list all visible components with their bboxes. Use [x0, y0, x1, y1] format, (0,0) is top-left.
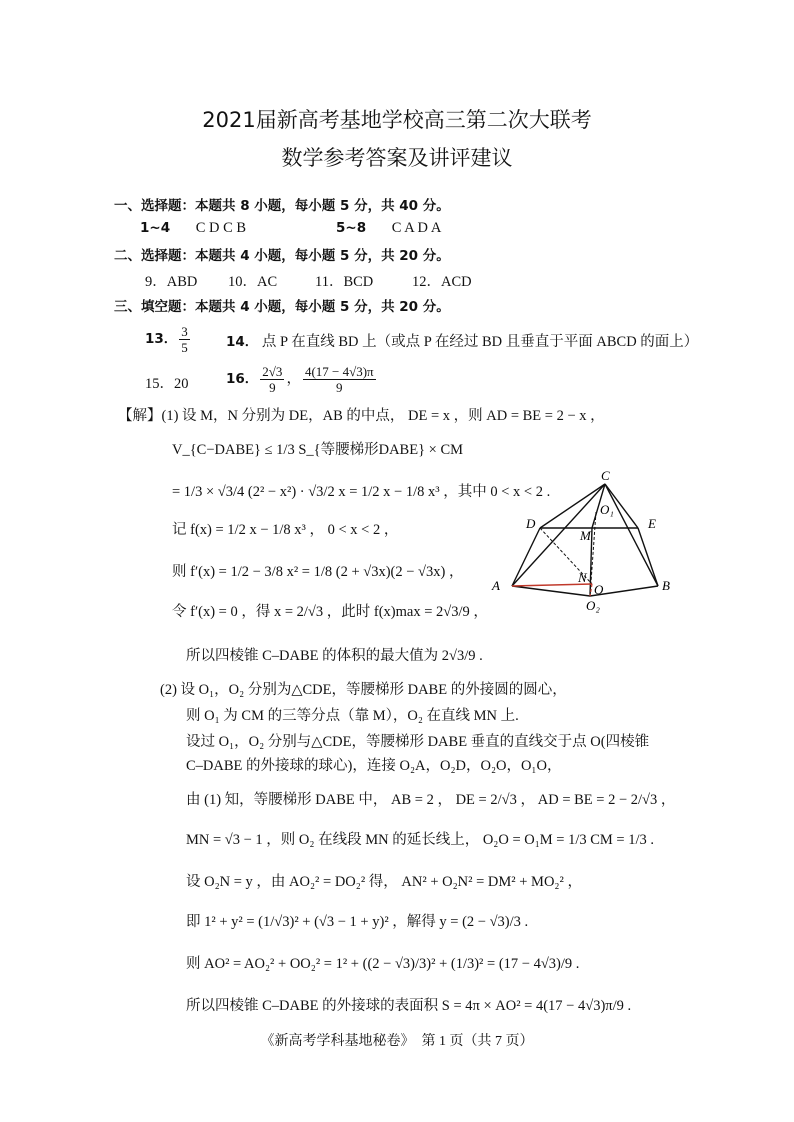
- solution-part2-line-6: MN = √3 − 1 ，则 O₂ 在线段 MN 的延长线上， O₂O = O₁M = 1/3 CM = 1/3 .: [186, 832, 655, 848]
- solution-line-3: 记 f(x) = 1/2 x − 1/8 x³ ， 0 < x < 2 ，: [172, 522, 399, 538]
- figure-label-o2: O₂: [586, 598, 600, 613]
- answer-value: C A D A: [391, 220, 442, 236]
- solution-intro: 【解】(1) 设 M，N 分别为 DE，AB 的中点， DE = x ，则 AD = BE = 2 − x ，: [118, 408, 605, 424]
- section-heading-1: 一、选择题：本题共 8 小题，每小题 5 分，共 40 分。: [114, 198, 450, 214]
- solution-line-4: 则 f′(x) = 1/2 − 3/8 x² = 1/8 (2 + √3x)(2 − √3x) ，: [172, 564, 464, 580]
- solution-part2-line-1: (2) 设 O₁，O₂ 分别为△CDE，等腰梯形 DABE 的外接圆的圆心，: [160, 682, 567, 698]
- section-heading-2: 二、选择题：本题共 4 小题，每小题 5 分，共 20 分。: [114, 248, 450, 264]
- section-heading-3: 三、填空题：本题共 4 小题，每小题 5 分，共 20 分。: [114, 299, 450, 315]
- solution-part2-line-3: 设过 O₁，O₂ 分别与△CDE，等腰梯形 DABE 垂直的直线交于点 O(四棱锥: [186, 734, 650, 750]
- solution-line-1: V_{C−DABE} ≤ 1/3 S_{等腰梯形DABE} × CM: [172, 442, 464, 458]
- solution-line-5: 令 f′(x) = 0 ，得 x = 2/√3 ，此时 f(x)max = 2√3/9 ，: [172, 604, 488, 620]
- answer-row-1-4: [140, 220, 246, 237]
- answer-label: 5~8: [336, 220, 367, 236]
- answer-value: 点 P 在直线 BD 上（或点 P 在经过 BD 且垂直于平面 ABCD 的面上）: [261, 334, 699, 350]
- answer-label: 14．: [226, 334, 259, 350]
- solution-part2-line-7: 设 O₂N = y ，由 AO₂² = DO₂² 得， AN² + O₂N² = DM² + MO₂² ，: [186, 874, 582, 890]
- figure-label-n: N: [578, 570, 587, 585]
- answer-q15: 15．20: [145, 376, 189, 392]
- answer-label: 13．: [145, 330, 178, 347]
- answer-q11: 11．BCD: [315, 274, 374, 290]
- solution-part2-line-4: C–DABE 的外接球的球心)，连接 O₂A，O₂D，O₂O，O₁O，: [186, 758, 562, 774]
- figure-label-d: D: [526, 516, 536, 531]
- answer-q10: 10．AC: [228, 274, 278, 290]
- answer-q16: 16． $\frac{2√3}{9}$ ， $\frac{4(17 - 4√3)\pi}{9}$: [226, 364, 374, 395]
- fraction: $\frac{3}{5}$: [181, 324, 188, 355]
- page-title: 2021届新高考基地学校高三第二次大联考: [202, 108, 592, 132]
- answer-q9: 9．ABD: [145, 274, 198, 290]
- page-footer: 《新高考学科基地秘卷》 第 1 页（共 7 页）: [260, 1034, 534, 1049]
- solution-part2-line-10: 所以四棱锥 C–DABE 的外接球的表面积 S = 4π × AO² = 4(17 − 4√3)π/9 .: [186, 998, 632, 1014]
- answer-value: C D C B: [195, 220, 247, 236]
- figure-label-b: B: [662, 578, 670, 593]
- figure-label-e: E: [648, 516, 656, 531]
- solution-line-2: = 1/3 × √3/4 (2² − x²) · √3/2 x = 1/2 x − 1/8 x³ ，其中 0 < x < 2 .: [172, 484, 551, 500]
- answer-q12: 12．ACD: [412, 274, 472, 290]
- solution-part2-line-2: 则 O₁ 为 CM 的三等分点（靠 M），O₂ 在直线 MN 上.: [186, 708, 519, 724]
- page-subtitle: 数学参考答案及讲评建议: [281, 146, 513, 170]
- fraction: $\frac{4(17 - 4√3)\pi}{9}$: [304, 364, 374, 395]
- figure-label-m: M: [580, 528, 591, 543]
- pyramid-figure: [488, 468, 688, 616]
- solution-part2-line-9: 则 AO² = AO₂² + OO₂² = 1² + ((2 − √3)/3)² + (1/3)² = (17 − 4√3)/9 .: [186, 956, 580, 972]
- figure-label-o: O: [594, 582, 604, 597]
- answer-label: 16．: [226, 370, 259, 387]
- figure-label-c: C: [601, 468, 610, 483]
- solution-line-6: 所以四棱锥 C–DABE 的体积的最大值为 2√3/9 .: [186, 648, 483, 664]
- answer-label: 1~4: [140, 220, 171, 236]
- answer-q14: [226, 330, 698, 351]
- answer-q13: [145, 324, 192, 355]
- fraction: $\frac{2√3}{9}$: [262, 364, 283, 395]
- solution-part2-line-8: 即 1² + y² = (1/√3)² + (√3 − 1 + y)² ，解得 y = (2 − √3)/3 .: [186, 914, 529, 930]
- figure-label-a: A: [492, 578, 500, 593]
- answer-row-5-8: [336, 220, 441, 237]
- solution-part2-line-5: 由 (1) 知，等腰梯形 DABE 中， AB = 2 ， DE = 2/√3 ， AD = BE = 2 − 2/√3 ，: [186, 792, 676, 808]
- figure-label-o1: O₁: [600, 502, 614, 517]
